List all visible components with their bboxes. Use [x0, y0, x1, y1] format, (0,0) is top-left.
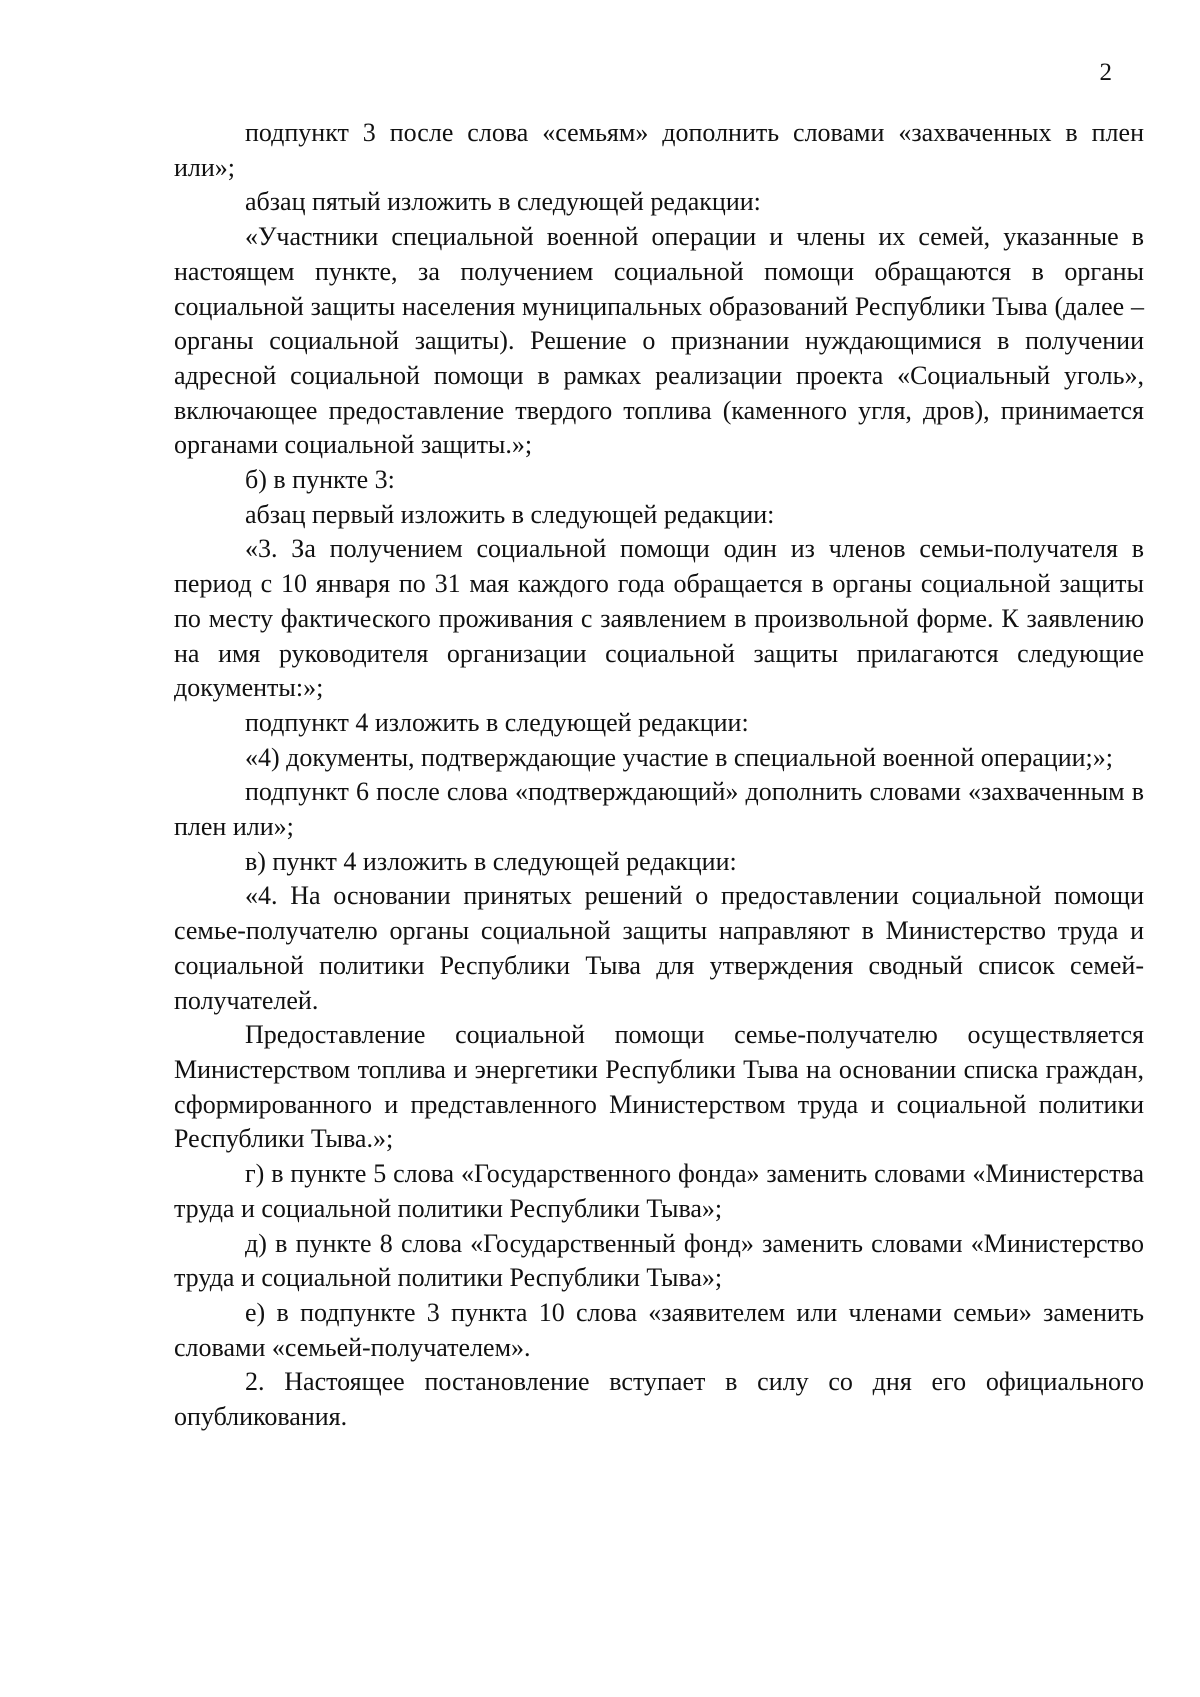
paragraph: 2. Настоящее постановление вступает в силу со дня его официального опубликования. [174, 1367, 1144, 1432]
paragraph: абзац пятый изложить в следующей редакции: [245, 187, 761, 217]
paragraph: «3. За получением социальной помощи один из членов семьи-получателя в период с 10 января по 31 мая каждого года обращается в органы социальной защиты по месту фактического проживания с заявлением в произвольной форме. К заявлению на имя руководителя организации социальной защиты прилагаются следующие документы:»; [174, 534, 1144, 703]
paragraph: д) в пункте 8 слова «Государственный фонд» заменить словами «Министерство труда и социальной политики Республики Тыва»; [174, 1228, 1144, 1293]
paragraph: подпункт 6 после слова «подтверждающий» дополнить словами «захваченным в плен или»; [174, 777, 1144, 842]
paragraph: «4) документы, подтверждающие участие в специальной военной операции;»; [245, 742, 1113, 772]
paragraph: е) в подпункте 3 пункта 10 слова «заявителем или членами семьи» заменить словами «семьей-получателем». [174, 1297, 1144, 1362]
paragraph: подпункт 4 изложить в следующей редакции: [245, 707, 749, 737]
paragraph: абзац первый изложить в следующей редакции: [245, 499, 775, 529]
paragraph: Предоставление социальной помощи семье-получателю осуществляется Министерством топлива и энергетики Республики Тыва на основании списка граждан, сформированного и представленного Министерством труда и социальной политики Республики Тыва.»; [174, 1020, 1144, 1154]
paragraph: в) пункт 4 изложить в следующей редакции: [245, 846, 737, 876]
paragraph: «Участники специальной военной операции и члены их семей, указанные в настоящем пункте, за получением социальной помощи обращаются в органы социальной защиты населения муниципальных образований Республики Тыва (далее – органы социальной защиты). Решение о признании нуждающимися в получении адресной социальной помощи в рамках реализации проекта «Социальный уголь», включающее предоставление твердого топлива (каменного угля, дров), принимается органами социальной защиты.»; [174, 222, 1144, 460]
paragraph: подпункт 3 после слова «семьям» дополнить словами «захваченных в плен или»; [174, 118, 1144, 182]
paragraph: г) в пункте 5 слова «Государственного фонда» заменить словами «Министерства труда и социальной политики Республики Тыва»; [174, 1159, 1144, 1223]
document-body [174, 116, 1144, 1435]
page-number: 2 [1099, 59, 1112, 86]
paragraph: «4. На основании принятых решений о предоставлении социальной помощи семье-получателю органы социальной защиты направляют в Министерство труда и социальной политики Республики Тыва для утверждения сводный список семей-получателей. [174, 881, 1144, 1015]
paragraph: б) в пункте 3: [245, 465, 395, 495]
